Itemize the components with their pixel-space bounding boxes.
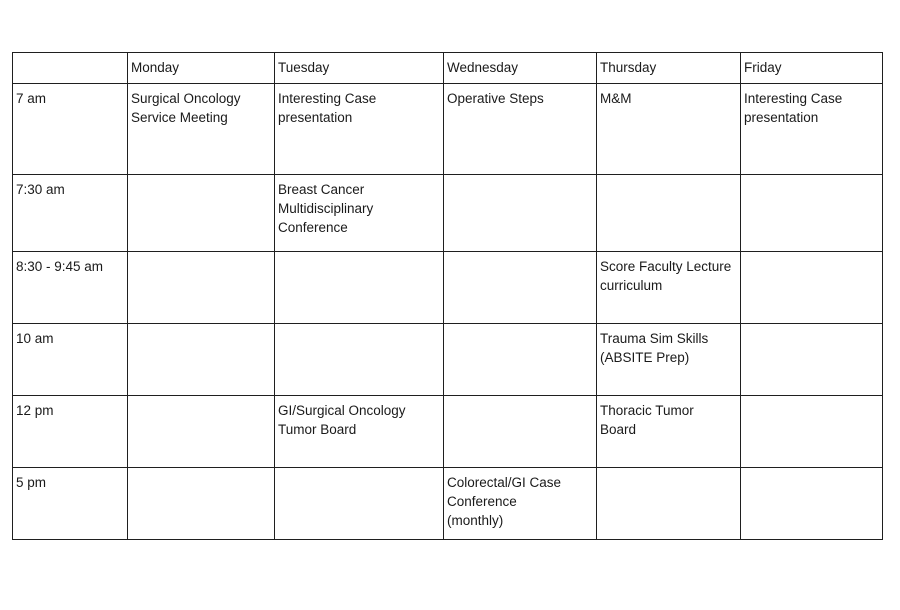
schedule-cell-friday bbox=[741, 396, 883, 468]
schedule-cell-monday: Surgical Oncology Service Meeting bbox=[128, 84, 275, 175]
schedule-cell-tuesday: Interesting Case presentation bbox=[275, 84, 444, 175]
schedule-cell-friday: Interesting Case presentation bbox=[741, 84, 883, 175]
schedule-cell-wednesday: Operative Steps bbox=[444, 84, 597, 175]
time-row-12pm bbox=[13, 396, 883, 468]
time-cell: 12 pm bbox=[13, 396, 128, 468]
schedule-cell-thursday: Thoracic Tumor Board bbox=[597, 396, 741, 468]
time-cell: 7:30 am bbox=[13, 175, 128, 252]
day-header-tuesday: Tuesday bbox=[275, 53, 444, 84]
day-header-wednesday: Wednesday bbox=[444, 53, 597, 84]
time-cell: 8:30 - 9:45 am bbox=[13, 252, 128, 324]
schedule-cell-wednesday bbox=[444, 324, 597, 396]
schedule-cell-monday bbox=[128, 252, 275, 324]
schedule-cell-thursday bbox=[597, 175, 741, 252]
schedule-cell-tuesday: Breast Cancer Multidisciplinary Conference bbox=[275, 175, 444, 252]
weekly-schedule-table bbox=[12, 52, 883, 540]
schedule-cell-wednesday bbox=[444, 396, 597, 468]
schedule-cell-wednesday: Colorectal/GI Case Conference (monthly) bbox=[444, 468, 597, 540]
schedule-cell-thursday: Score Faculty Lecture curriculum bbox=[597, 252, 741, 324]
time-cell: 10 am bbox=[13, 324, 128, 396]
schedule-cell-wednesday bbox=[444, 252, 597, 324]
time-cell: 7 am bbox=[13, 84, 128, 175]
time-row-10am bbox=[13, 324, 883, 396]
time-row-5pm bbox=[13, 468, 883, 540]
time-row-830am bbox=[13, 252, 883, 324]
schedule-cell-monday bbox=[128, 175, 275, 252]
schedule-cell-thursday bbox=[597, 468, 741, 540]
schedule-cell-monday bbox=[128, 324, 275, 396]
corner-cell bbox=[13, 53, 128, 84]
schedule-cell-tuesday bbox=[275, 324, 444, 396]
time-cell: 5 pm bbox=[13, 468, 128, 540]
schedule-cell-friday bbox=[741, 175, 883, 252]
schedule-cell-thursday: Trauma Sim Skills (ABSITE Prep) bbox=[597, 324, 741, 396]
schedule-cell-friday bbox=[741, 252, 883, 324]
schedule-cell-tuesday bbox=[275, 252, 444, 324]
time-row-7am bbox=[13, 84, 883, 175]
day-header-friday: Friday bbox=[741, 53, 883, 84]
schedule-cell-monday bbox=[128, 396, 275, 468]
schedule-cell-friday bbox=[741, 324, 883, 396]
schedule-cell-thursday: M&M bbox=[597, 84, 741, 175]
schedule-cell-wednesday bbox=[444, 175, 597, 252]
day-header-monday: Monday bbox=[128, 53, 275, 84]
time-row-730am bbox=[13, 175, 883, 252]
schedule-cell-tuesday: GI/Surgical Oncology Tumor Board bbox=[275, 396, 444, 468]
schedule-cell-friday bbox=[741, 468, 883, 540]
header-row bbox=[13, 53, 883, 84]
schedule-cell-monday bbox=[128, 468, 275, 540]
day-header-thursday: Thursday bbox=[597, 53, 741, 84]
schedule-cell-tuesday bbox=[275, 468, 444, 540]
